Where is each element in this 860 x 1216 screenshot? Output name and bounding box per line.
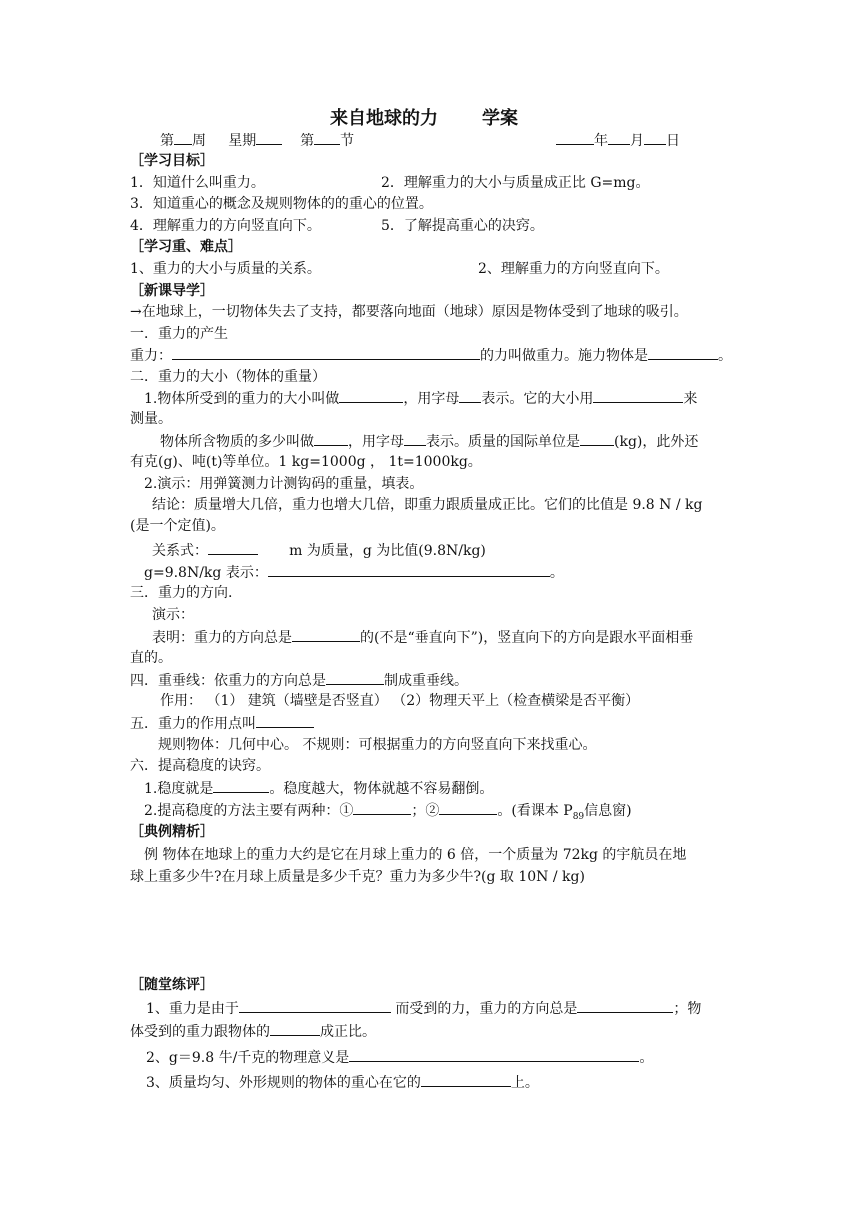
blank-center-of-gravity[interactable] [256, 713, 314, 728]
section-3-title: 三．重力的方向. [130, 585, 233, 601]
key-1: 1、重力的大小与质量的关系。 [130, 261, 321, 277]
direction-text-b: 的(不是“垂直向下”)，竖直向下的方向是跟水平面相垂 [360, 630, 694, 646]
section-2-item-1 [144, 388, 697, 409]
title-suffix: 学案 [482, 108, 518, 129]
blank-plumb[interactable] [326, 670, 384, 685]
plumb-text-a: 四．重垂线：依重力的方向总是 [130, 673, 326, 689]
mass-text-c: 表示。质量的国际单位是 [426, 434, 580, 450]
method-text-c: 。(看课本 P [497, 803, 573, 819]
section-1-title: 一．重力的产生 [130, 326, 228, 342]
blank-stability[interactable] [213, 778, 269, 793]
blank-practice-1-direction[interactable] [577, 998, 673, 1013]
blank-practice-1-cause[interactable] [239, 998, 391, 1013]
blank-weekday[interactable] [256, 130, 282, 145]
mass-line [160, 431, 698, 452]
header-nian: 年 [594, 133, 608, 149]
practice-2-line [146, 1047, 653, 1068]
blank-gravity-definition[interactable] [172, 345, 480, 360]
goal-2: 2．理解重力的大小与质量成正比 G=mg。 [381, 175, 650, 191]
header-jie: 节 [340, 133, 355, 149]
stability-text-a: 1.稳度就是 [144, 781, 214, 797]
practice-3-text-a: 3、质量均匀、外形规则的物体的重心在它的 [146, 1075, 421, 1091]
practice-1-text-a: 1、重力是由于 [146, 1001, 239, 1017]
header-yue: 月 [630, 133, 644, 149]
example-line-1: 例 物体在地球上的重力大约是它在月球上重力的 6 倍，一个质量为 72kg 的宇航员在地 [144, 847, 687, 863]
header-ri: 日 [666, 133, 680, 149]
blank-measure-tool[interactable] [593, 388, 683, 403]
blank-week[interactable] [174, 130, 192, 145]
method-text-a: 2.提高稳度的方法主要有两种：① [144, 803, 354, 819]
header-di: 第 [160, 133, 174, 149]
guide-heading: ［新课导学］ [130, 283, 214, 299]
practice-1-text-e: 成正比。 [320, 1024, 376, 1040]
goal-3: 3．知道重心的概念及规则物体的的重心的位置。 [130, 196, 433, 212]
blank-period[interactable] [314, 130, 340, 145]
blank-weight-name[interactable] [339, 388, 403, 403]
blank-year[interactable] [556, 130, 594, 145]
guide-intro: →在地球上，一切物体失去了支持，都要落向地面（地球）原因是物体受到了地球的吸引。 [130, 304, 688, 320]
section-2-item-2: 2.演示：用弹簧测力计测钩码的重量，填表。 [144, 476, 424, 492]
header-zhou: 周 [192, 133, 206, 149]
gravity-label: 重力： [130, 348, 172, 364]
practice-1-text-b: 而受到的力，重力的方向总是 [390, 1001, 578, 1017]
plumb-text-b: 制成重垂线。 [384, 673, 468, 689]
section-3-line [152, 627, 693, 648]
center-text-a: 五．重力的作用点叫 [130, 716, 256, 732]
page-subscript: 89 [572, 811, 585, 822]
section-3-demo: 演示： [152, 607, 194, 623]
mass-text-b: ，用字母 [348, 434, 404, 450]
blank-g-meaning[interactable] [268, 562, 550, 577]
section-5-line [130, 713, 314, 734]
goals-heading: ［学习目标］ [130, 153, 214, 169]
section-6-title: 六．提高稳度的诀窍。 [130, 758, 270, 774]
title-main: 来自地球的力 [330, 108, 438, 129]
blank-month[interactable] [608, 130, 630, 145]
example-heading: ［典例精析］ [130, 824, 214, 840]
item-1-text-e: 测量。 [130, 411, 172, 427]
key-2: 2、理解重力的方向竖直向下。 [478, 261, 669, 277]
header-xingqi: 星期 [228, 133, 257, 149]
practice-1-text-c: ；物 [673, 1001, 702, 1017]
mass-text-a: 物体所含物质的多少叫做 [160, 434, 314, 450]
blank-direction[interactable] [292, 627, 360, 642]
key-heading: ［学习重、难点］ [130, 239, 242, 255]
relation-note: m 为质量，g 为比值(9.8N/kg) [289, 543, 486, 559]
page-title [330, 104, 518, 130]
section-2-title: 二．重力的大小（物体的重量） [130, 369, 326, 385]
header-di2: 第 [300, 133, 315, 149]
section-4-line [130, 670, 468, 691]
practice-3-text-b: 上。 [510, 1075, 539, 1091]
gravity-text: 的力叫做重力。施力物体是 [480, 348, 648, 364]
header-date [556, 130, 680, 151]
practice-2-text-a: 2、g＝9.8 牛/千克的物理意义是 [146, 1050, 350, 1066]
g-meaning-line [144, 562, 564, 583]
goal-5: 5．了解提高重心的决窍。 [381, 218, 544, 234]
period-mark: 。 [718, 348, 732, 364]
blank-day[interactable] [644, 130, 666, 145]
header-date-line [160, 130, 354, 151]
practice-1-line-1 [146, 998, 701, 1019]
item-1-text-b: ，用字母 [403, 391, 460, 407]
stability-text-b: 。稳度越大，物体就越不容易翻倒。 [269, 781, 494, 797]
goal-1: 1．知道什么叫重力。 [130, 175, 265, 191]
mass-units-line: 有克(g)、吨(t)等单位。1 kg=1000g ， 1t=1000kg。 [130, 454, 482, 470]
relation-label: 关系式： [152, 543, 208, 559]
direction-text-a: 表明：重力的方向总是 [152, 630, 292, 646]
practice-2-text-b: 。 [639, 1050, 654, 1066]
g-meaning-end: 。 [549, 565, 564, 581]
section-6-item-2 [144, 800, 632, 827]
section-6-item-1 [144, 778, 493, 799]
conclusion-line-1: 结论：质量增大几倍，重力也增大几倍，即重力跟质量成正比。它们的比值是 9.8 N / kg [152, 497, 703, 513]
item-1-text-c: 表示。它的大小用 [481, 391, 594, 407]
example-line-2: 球上重多少牛?在月球上质量是多少千克？重力为多少牛?(g 取 10N / kg) [130, 869, 585, 885]
goal-4: 4．理解重力的方向竖直向下。 [130, 218, 321, 234]
relation-line [152, 540, 486, 561]
practice-heading: ［随堂练评］ [130, 977, 214, 993]
method-text-d: 信息窗) [584, 803, 632, 819]
blank-practice-2[interactable] [349, 1047, 639, 1062]
plumb-use: 作用： （1） 建筑（墙壁是否竖直） （2）物理天平上（检查横梁是否平衡） [160, 693, 640, 709]
mass-text-d: (kg)，此外还 [614, 434, 699, 450]
blank-relation[interactable] [208, 540, 258, 555]
practice-3-line [146, 1072, 539, 1093]
conclusion-line-2: (是一个定值)。 [130, 518, 225, 534]
center-text-b: 规则物体：几何中心。 不规则：可根据重力的方向竖直向下来找重心。 [158, 737, 597, 753]
item-1-text-a: 1.物体所受到的重力的大小叫做 [144, 391, 340, 407]
blank-practice-1-ratio[interactable] [270, 1021, 320, 1036]
blank-method-1[interactable] [353, 800, 411, 815]
blank-mass-name[interactable] [314, 431, 348, 446]
method-text-b: ；② [411, 803, 440, 819]
blank-weight-letter[interactable] [459, 388, 481, 403]
g-meaning-label: g=9.8N/kg 表示： [144, 565, 268, 581]
blank-method-2[interactable] [439, 800, 497, 815]
blank-mass-unit[interactable] [580, 431, 614, 446]
blank-mass-letter[interactable] [404, 431, 426, 446]
blank-practice-3[interactable] [421, 1072, 511, 1087]
item-1-text-d: 来 [683, 391, 698, 407]
direction-text-c: 直的。 [130, 650, 172, 666]
section-1-line [130, 345, 732, 366]
practice-1-text-d: 体受到的重力跟物体的 [130, 1024, 270, 1040]
practice-1-line-2 [130, 1021, 376, 1042]
blank-force-source[interactable] [648, 345, 718, 360]
